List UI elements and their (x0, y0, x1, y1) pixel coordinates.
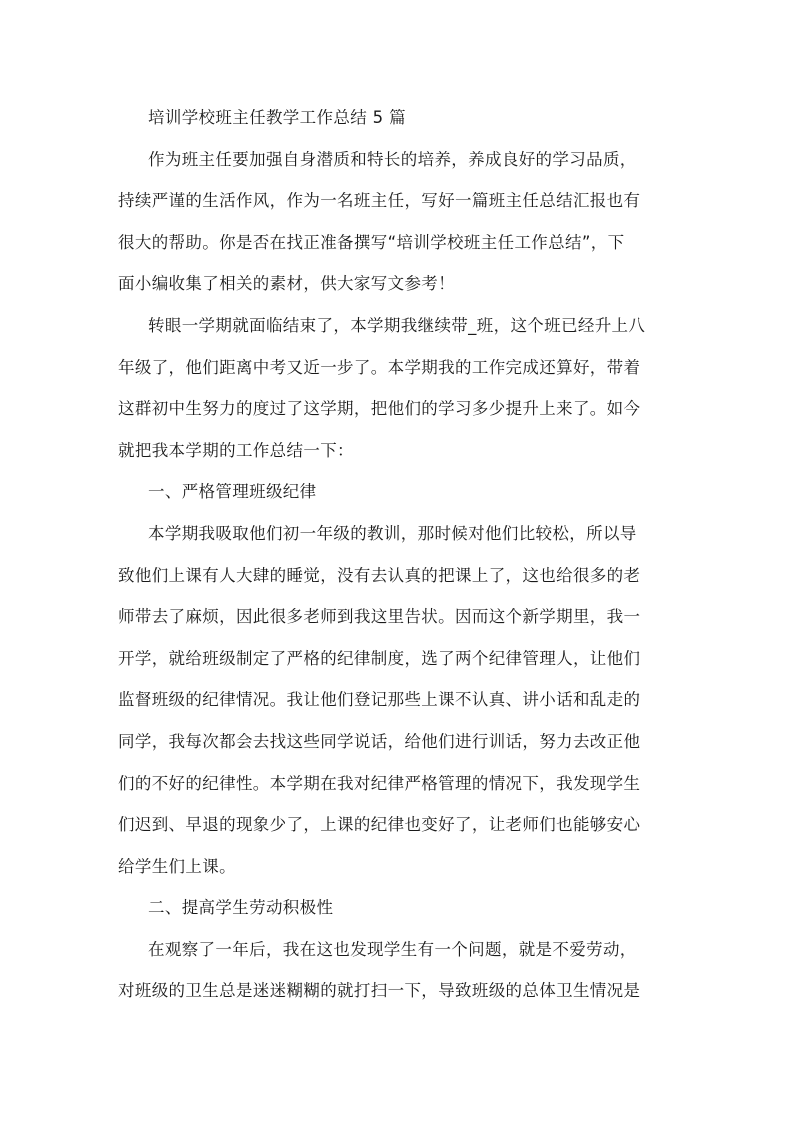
text-line: 们的不好的纪律性。本学期在我对纪律严格管理的情况下，我发现学生 (118, 773, 641, 793)
text-line: 监督班级的纪律情况。我让他们登记那些上课不认真、讲小话和乱走的 (118, 690, 641, 710)
text-line: 就把我本学期的工作总结一下： (118, 440, 354, 460)
text-line: 致他们上课有人大肆的睡觉，没有去认真的把课上了，这也给很多的老 (118, 565, 641, 585)
intro-paragraph (118, 145, 678, 311)
text-line: 年级了，他们距离中考又近一步了。本学期我的工作完成还算好，带着 (118, 357, 641, 377)
text-line: 很大的帮助。你是否在找正准备撰写“培训学校班主任工作总结”，下 (118, 232, 625, 252)
paragraph-2 (118, 519, 678, 893)
paragraph-3 (118, 935, 678, 1018)
section-heading-2: 二、提高学生劳动积极性 (148, 898, 334, 918)
text-line: 师带去了麻烦，因此很多老师到我这里告状。因而这个新学期里，我一 (118, 607, 641, 627)
text-line: 们迟到、早退的现象少了，上课的纪律也变好了，让老师们也能够安心 (118, 815, 641, 835)
text-line: 作为班主任要加强自身潜质和特长的培养，养成良好的学习品质， (148, 149, 637, 169)
text-line: 持续严谨的生活作风，作为一名班主任，写好一篇班主任总结汇报也有 (118, 191, 641, 211)
text-line: 转眼一学期就面临结束了，本学期我继续带_班，这个班已经升上八 (148, 315, 646, 335)
text-line: 本学期我吸取他们初一年级的教训，那时候对他们比较松，所以导 (148, 523, 637, 543)
text-line: 在观察了一年后，我在这也发现学生有一个问题，就是不爱劳动， (148, 939, 637, 959)
text-line: 对班级的卫生总是迷迷糊糊的就打扫一下，导致班级的总体卫生情况是 (118, 981, 641, 1001)
document-body (118, 103, 678, 1018)
text-line: 开学，就给班级制定了严格的纪律制度，选了两个纪律管理人，让他们 (118, 648, 641, 668)
section-heading-1: 一、严格管理班级纪律 (148, 482, 317, 502)
text-line: 面小编收集了相关的素材，供大家写文参考！ (118, 274, 455, 294)
text-line: 这群初中生努力的度过了这学期，把他们的学习多少提升上来了。如今 (118, 399, 641, 419)
document-title: 培训学校班主任教学工作总结 5 篇 (148, 108, 406, 127)
text-line: 同学，我每次都会去找这些同学说话，给他们进行训话，努力去改正他 (118, 731, 641, 751)
paragraph-1 (118, 311, 678, 477)
text-line: 给学生们上课。 (118, 856, 236, 876)
